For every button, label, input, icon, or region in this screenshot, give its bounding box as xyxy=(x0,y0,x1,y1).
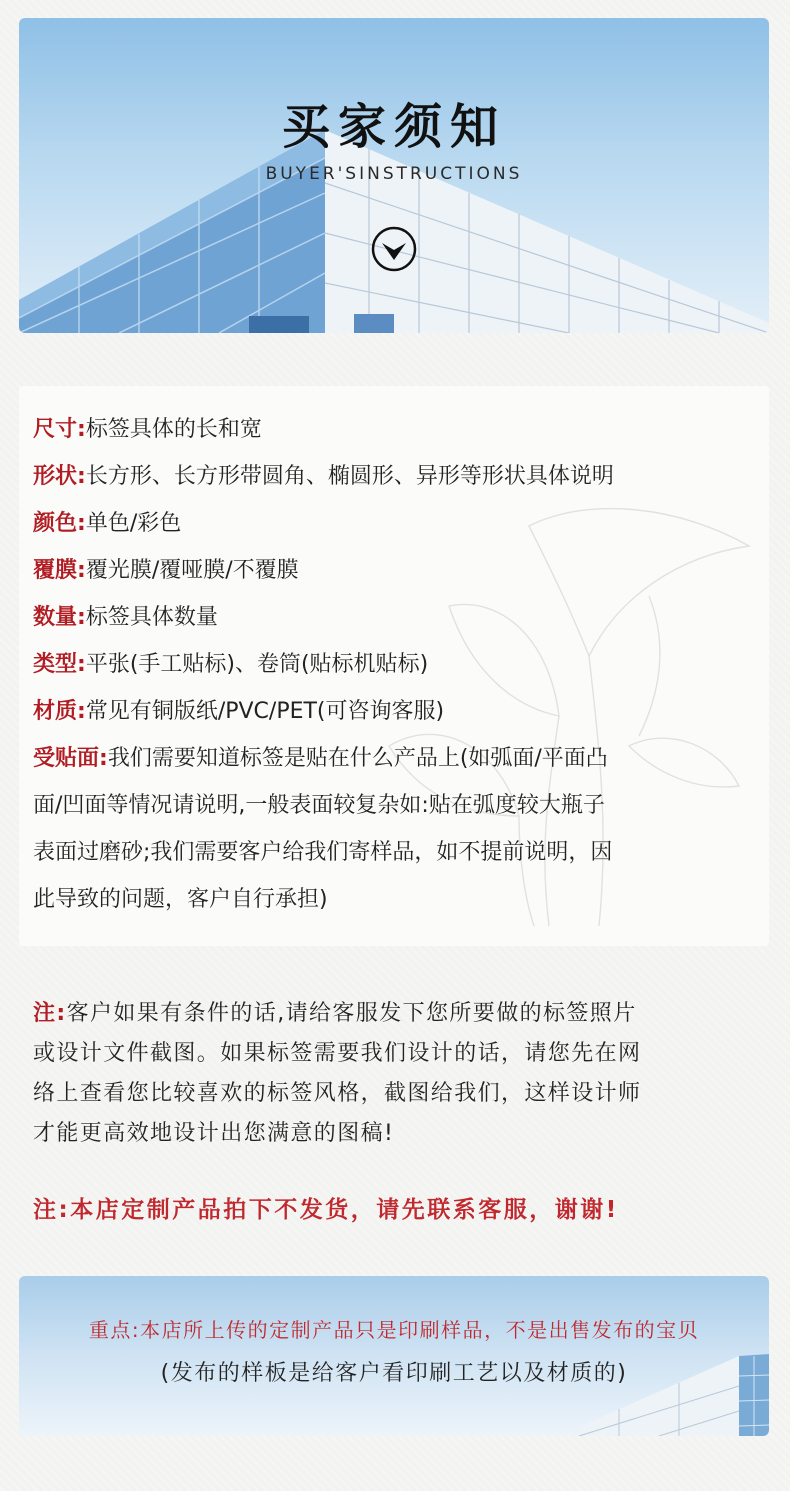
detail-value: 常见有铜版纸/PVC/PET(可咨询客服) xyxy=(85,699,445,724)
chevron-down-icon xyxy=(371,226,417,272)
detail-value: 长方形、长方形带圆角、椭圆形、异形等形状具体说明 xyxy=(85,464,614,489)
detail-key: 受贴面: xyxy=(33,746,108,771)
detail-row-material xyxy=(33,688,758,735)
detail-key: 材质: xyxy=(33,699,86,724)
page-title: 买家须知 xyxy=(281,99,506,155)
detail-value: 单色/彩色 xyxy=(85,511,182,536)
note-key: 注: xyxy=(33,1001,67,1026)
surface-line: 此导致的问题，客户自行承担) xyxy=(33,887,328,912)
note-line: 或设计文件截图。如果标签需要我们设计的话，请您先在网 xyxy=(33,1041,642,1066)
note-line: 才能更高效地设计出您满意的图稿! xyxy=(33,1121,395,1146)
detail-key: 覆膜: xyxy=(33,558,86,583)
detail-key: 颜色: xyxy=(33,511,86,536)
footer-banner xyxy=(19,1276,769,1436)
detail-key: 数量: xyxy=(33,605,86,630)
shipping-warning: 注:本店定制产品拍下不发货，请先联系客服，谢谢! xyxy=(33,1197,619,1223)
detail-value: 标签具体的长和宽 xyxy=(85,417,262,442)
detail-row-color xyxy=(33,500,758,547)
detail-value: 平张(手工贴标)、卷筒(贴标机贴标) xyxy=(85,652,429,677)
surface-line: 我们需要知道标签是贴在什么产品上(如弧面/平面凸 xyxy=(107,746,608,771)
page-subtitle: BUYER'SINSTRUCTIONS xyxy=(265,164,523,184)
footer-explanation: (发布的样板是给客户看印刷工艺以及材质的) xyxy=(160,1361,628,1386)
detail-key: 形状: xyxy=(33,464,86,489)
hero-banner xyxy=(19,18,769,333)
surface-line: 表面过磨砂;我们需要客户给我们寄样品，如不提前说明，因 xyxy=(33,840,613,865)
footer-highlight: 重点:本店所上传的定制产品只是印刷样品，不是出售发布的宝贝 xyxy=(88,1318,700,1342)
detail-key: 尺寸: xyxy=(33,417,86,442)
detail-row-type xyxy=(33,641,758,688)
detail-row-surface xyxy=(33,735,758,923)
note-line: 络上查看您比较喜欢的标签风格，截图给我们，这样设计师 xyxy=(33,1081,642,1106)
design-note xyxy=(33,994,759,1154)
detail-row-shape xyxy=(33,453,758,500)
requirements-card xyxy=(19,386,769,946)
note-line: 客户如果有条件的话,请给客服发下您所要做的标签照片 xyxy=(66,1001,637,1026)
detail-value: 标签具体数量 xyxy=(85,605,218,630)
detail-key: 类型: xyxy=(33,652,86,677)
surface-line: 面/凹面等情况请说明,一般表面较复杂如:贴在弧度较大瓶子 xyxy=(33,793,605,818)
detail-row-size xyxy=(33,406,758,453)
detail-value: 覆光膜/覆哑膜/不覆膜 xyxy=(85,558,299,583)
detail-row-lamination xyxy=(33,547,758,594)
detail-row-quantity xyxy=(33,594,758,641)
